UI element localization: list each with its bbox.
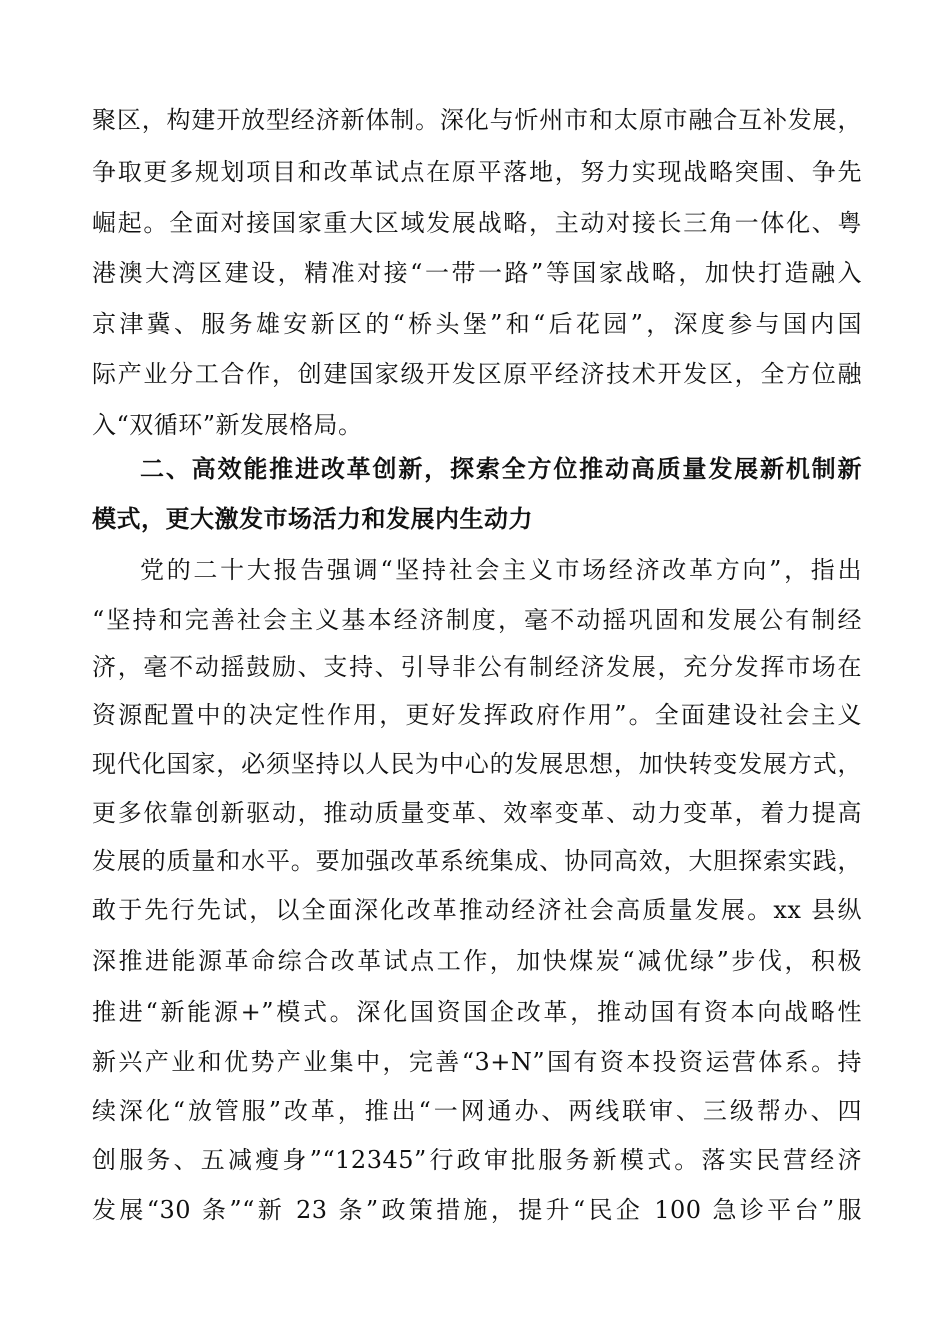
paragraph-line: 聚区，构建开放型经济新体制。深化与忻州市和太原市融合互补发展， [92, 106, 862, 134]
paragraph-line: 深推进能源革命综合改革试点工作，加快煤炭“减优绿”步伐，积极 [92, 947, 862, 975]
paragraph-line: 京津冀、服务雄安新区的“桥头堡”和“后花园”，深度参与国内国 [92, 310, 862, 338]
paragraph-line: 际产业分工合作，创建国家级开发区原平经济技术开发区，全方位融 [92, 360, 862, 388]
paragraph-line: 新兴产业和优势产业集中，完善“3+N”国有资本投资运营体系。持 [92, 1048, 862, 1076]
paragraph-line: 济，毫不动摇鼓励、支持、引导非公有制经济发展，充分发挥市场在 [92, 653, 862, 681]
paragraph-line: “坚持和完善社会主义基本经济制度，毫不动摇巩固和发展公有制经 [92, 606, 862, 634]
paragraph-line: 发展的质量和水平。要加强改革系统集成、协同高效，大胆探索实践， [92, 847, 862, 875]
section-heading-line: 二、高效能推进改革创新，探索全方位推动高质量发展新机制新 [140, 455, 862, 483]
paragraph-line: 争取更多规划项目和改革试点在原平落地，努力实现战略突围、争先 [92, 158, 862, 186]
paragraph-line: 推进“新能源+”模式。深化国资国企改革，推动国有资本向战略性 [92, 998, 862, 1026]
paragraph-line: 敢于先行先试，以全面深化改革推动经济社会高质量发展。xx 县纵 [92, 896, 862, 924]
paragraph-line: 现代化国家，必须坚持以人民为中心的发展思想，加快转变发展方式， [92, 750, 862, 778]
paragraph-line: 创服务、五减瘦身”“12345”行政审批服务新模式。落实民营经济 [92, 1146, 862, 1174]
paragraph-line: 党的二十大报告强调“坚持社会主义市场经济改革方向”，指出 [140, 556, 862, 584]
paragraph-line: 续深化“放管服”改革，推出“一网通办、两线联审、三级帮办、四 [92, 1097, 862, 1125]
paragraph-line: 入“双循环”新发展格局。 [92, 411, 363, 439]
paragraph-line: 崛起。全面对接国家重大区域发展战略，主动对接长三角一体化、粤 [92, 209, 862, 237]
paragraph-line: 资源配置中的决定性作用，更好发挥政府作用”。全面建设社会主义 [92, 701, 862, 729]
paragraph-line: 发展“30 条”“新 23 条”政策措施，提升“民企 100 急诊平台”服 [92, 1196, 862, 1224]
section-heading-line: 模式，更大激发市场活力和发展内生动力 [92, 505, 533, 533]
paragraph-line: 港澳大湾区建设，精准对接“一带一路”等国家战略，加快打造融入 [92, 259, 862, 287]
paragraph-line: 更多依靠创新驱动，推动质量变革、效率变革、动力变革，着力提高 [92, 799, 862, 827]
